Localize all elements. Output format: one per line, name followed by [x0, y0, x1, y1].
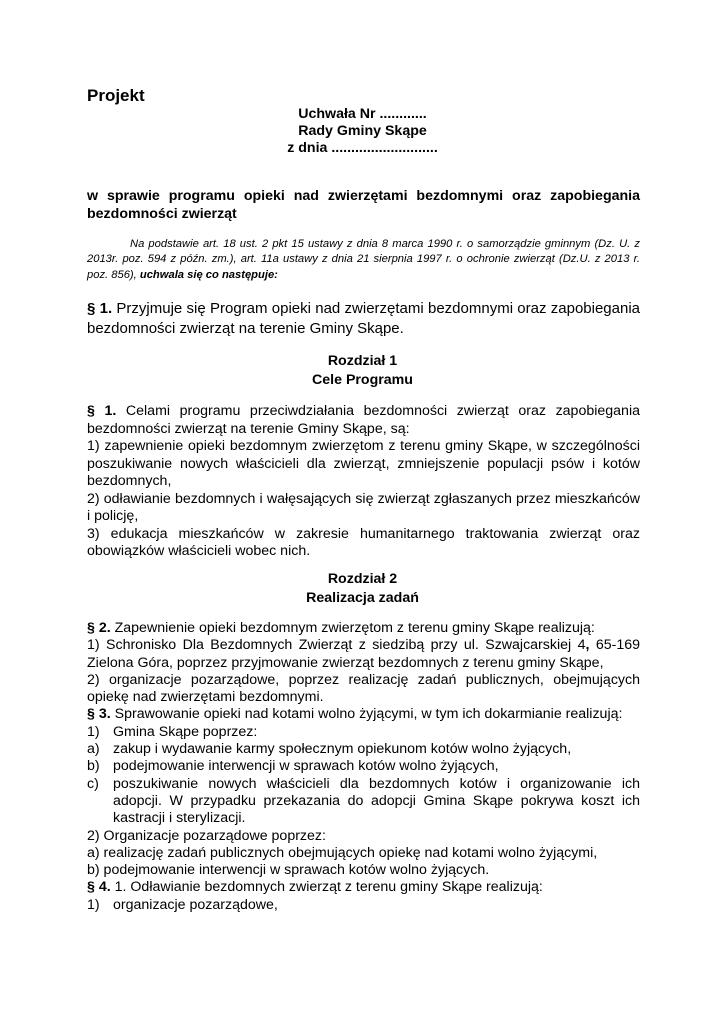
section-3-group-2-label: 2) Organizacje pozarządowe poprzez: [87, 827, 326, 844]
chapter-2-subtitle: Realizacja zadań [306, 589, 419, 606]
intro-paragraph-text: Przyjmuje się Program opieki nad zwierzętami bezdomnymi oraz zapobiegania bezdomności zwierząt na terenie Gminy Skąpe. [87, 300, 641, 337]
projekt-label: Projekt [87, 86, 145, 105]
section-1 [87, 403, 640, 561]
list-marker: 1) [87, 723, 100, 740]
legal-basis-text: Na podstawie art. 18 ust. 2 pkt 15 ustawy z dnia 8 marca 1990 r. o samorządzie gminnym (Dz. U. z 2013r. poz. 594 z późn. zm.), art. 11a ustawy z dnia 21 sierpnia 1997 r. o ochronie zwierząt (Dz.U. z 2013 r. poz. 856), [87, 238, 640, 281]
list-item-text: poszukiwanie nowych właścicieli dla bezdomnych kotów i organizowanie ich adopcji. W przypadku przekazania do adopcji Gmina Skąpe pokrywa koszt ich kastracji i sterylizacji. [113, 775, 640, 827]
section-4-mark: § 4. [87, 879, 111, 896]
section-3-text: Sprawowanie opieki nad kotami wolno żyjącymi, w tym ich dokarmianie realizują: [110, 706, 623, 723]
list-item-text: podejmowanie interwencji w sprawach kotów wolno żyjących, [113, 758, 499, 775]
list-item-text: zakup i wydawanie karmy społecznym opiekunom kotów wolno żyjących, [113, 741, 572, 758]
section-4-intro [87, 879, 640, 896]
section-1-item: 1) zapewnienie opieki bezdomnym zwierzętom z terenu gminy Skąpe, w szczególności poszukiwanie nowych właścicieli dla zwierząt, zmniejszenie populacji psów i kotów bezdomnych, [87, 438, 640, 489]
section-1-mark: § 1. [87, 403, 117, 419]
section-3-mark: § 3. [87, 706, 111, 723]
section-2-item-1-b: 65-169 Zielona Góra, poprzez przyjmowanie zwierząt bezdomnych z terenu gminy Skąpe, [87, 637, 640, 671]
section-2-item-2: 2) organizacje pozarządowe, poprzez realizację zadań publicznych, obejmujących opiekę nad zwierzętami bezdomnymi. [87, 671, 640, 706]
chapter-1-heading [225, 352, 500, 389]
section-3-group-2-item: b) podejmowanie interwencji w sprawach kotów wolno żyjących. [87, 862, 490, 879]
section-1-intro [87, 403, 640, 438]
section-2-item-1-comma: , [585, 637, 590, 654]
section-3-intro [87, 706, 640, 723]
list-marker: b) [87, 758, 100, 775]
intro-paragraph [87, 299, 640, 338]
section-2-text: Zapewnienie opieki bezdomnym zwierzętom z terenu gminy Skąpe realizują: [110, 620, 595, 636]
section-3-group-1 [87, 724, 640, 741]
list-marker: c) [87, 775, 99, 792]
chapter-1-title: Rozdział 1 [327, 353, 398, 369]
resolution-heading [225, 106, 500, 158]
legal-basis [87, 237, 640, 283]
section-3-group-1-item [87, 776, 640, 828]
section-2-item-1 [87, 637, 640, 672]
legal-basis-bold: uchwala się co następuje: [139, 268, 278, 281]
subject-line: w sprawie programu opieki nad zwierzętami bezdomnymi oraz zapobiegania bezdomności zwierząt [87, 188, 640, 222]
section-3-group-1-item [87, 758, 640, 775]
resolution-date: z dnia ........................... [287, 140, 438, 157]
section-1-item: 3) edukacja mieszkańców w zakresie humanitarnego traktowania zwierząt oraz obowiązków właścicieli wobec nich. [87, 525, 640, 559]
section-3-group-2-item: a) realizację zadań publicznych obejmujących opiekę nad kotami wolno żyjącymi, [87, 844, 598, 861]
section-1-text: Celami programu przeciwdziałania bezdomności zwierząt oraz zapobiegania bezdomności zwierząt na terenie Gminy Skąpe, są: [87, 403, 640, 437]
council-name: Rady Gminy Skąpe [298, 123, 427, 140]
intro-paragraph-mark: § 1. [87, 300, 113, 317]
section-3-group-1-label: Gmina Skąpe poprzez: [113, 723, 258, 740]
section-1-item: 2) odławianie bezdomnych i wałęsających się zwierząt zgłaszanych przez mieszkańców i policję, [87, 490, 640, 524]
section-3-group-1-item [87, 741, 640, 758]
section-4-item [87, 897, 640, 914]
section-4-text: 1. Odławianie bezdomnych zwierząt z terenu gminy Skąpe realizują: [110, 879, 543, 896]
section-2-mark: § 2. [87, 620, 111, 636]
section-2-4 [87, 620, 640, 914]
chapter-2-title: Rozdział 2 [327, 571, 398, 587]
list-marker: a) [87, 741, 100, 758]
chapter-1-subtitle: Cele Programu [312, 371, 413, 388]
chapter-2-heading [225, 570, 500, 607]
section-2-intro [87, 620, 640, 637]
list-marker: 1) [87, 896, 100, 913]
resolution-number: Uchwała Nr ............ [298, 106, 427, 122]
section-2-item-1-a: 1) Schronisko Dla Bezdomnych Zwierząt z siedzibą przy ul. Szwajcarskiej 4 [87, 637, 586, 654]
list-item-text: organizacje pozarządowe, [113, 896, 278, 913]
